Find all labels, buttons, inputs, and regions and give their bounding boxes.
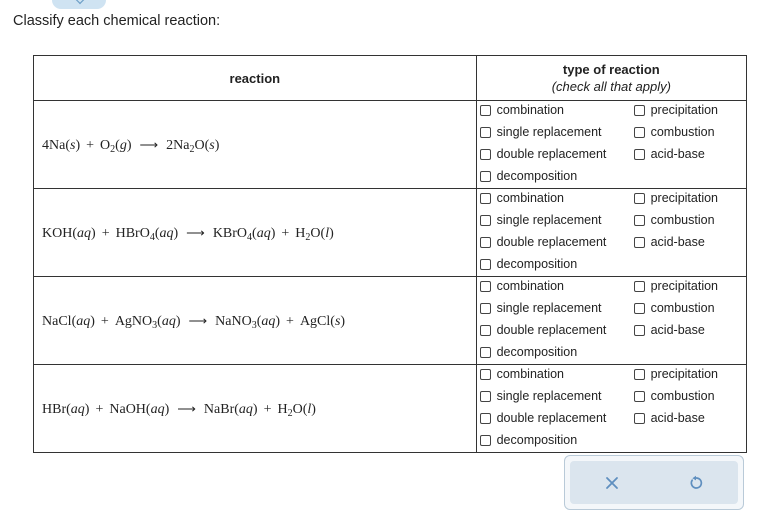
option-combination[interactable] xyxy=(480,367,564,381)
option-double-replacement[interactable] xyxy=(480,147,607,161)
chevron-down-icon xyxy=(76,0,84,4)
option-combination[interactable] xyxy=(480,279,564,293)
checkbox[interactable] xyxy=(634,215,645,226)
option-acid-base[interactable] xyxy=(634,411,705,425)
type-header-subtitle: (check all that apply) xyxy=(551,79,671,94)
option-label: combination xyxy=(496,367,565,381)
x-icon xyxy=(605,476,619,490)
option-label: combustion xyxy=(650,389,715,403)
checkbox[interactable] xyxy=(480,391,491,402)
checkbox[interactable] xyxy=(480,149,491,160)
option-combustion[interactable] xyxy=(634,301,715,315)
checkbox[interactable] xyxy=(480,325,491,336)
option-label: combustion xyxy=(650,213,715,227)
option-label: precipitation xyxy=(650,367,719,381)
option-label: precipitation xyxy=(650,103,719,117)
checkbox[interactable] xyxy=(634,193,645,204)
option-decomposition[interactable] xyxy=(480,433,578,447)
checkbox[interactable] xyxy=(480,259,491,270)
options-cell xyxy=(476,189,746,277)
option-precipitation[interactable] xyxy=(634,279,718,293)
options-cell xyxy=(476,365,746,453)
checkbox[interactable] xyxy=(480,105,491,116)
checkbox[interactable] xyxy=(480,435,491,446)
options-cell xyxy=(476,101,746,189)
checkbox[interactable] xyxy=(480,237,491,248)
option-label: decomposition xyxy=(496,257,578,271)
equation: $4Na(s) + O_2(g)$ ⟶ $2Na_2O(s)$ xyxy=(42,136,220,155)
checkbox[interactable] xyxy=(480,347,491,358)
option-combustion[interactable] xyxy=(634,213,715,227)
checkbox[interactable] xyxy=(480,171,491,182)
type-header-title: type of reaction xyxy=(562,62,660,77)
option-label: decomposition xyxy=(496,345,578,359)
option-combustion[interactable] xyxy=(634,125,715,139)
option-label: precipitation xyxy=(650,191,719,205)
option-single-replacement[interactable] xyxy=(480,389,602,403)
action-inner xyxy=(570,461,738,504)
reaction-table xyxy=(33,55,747,453)
table-row xyxy=(34,277,747,365)
action-bar xyxy=(564,455,744,510)
option-combination[interactable] xyxy=(480,191,564,205)
checkbox[interactable] xyxy=(480,369,491,380)
options-cell xyxy=(476,277,746,365)
clear-button[interactable] xyxy=(570,461,654,504)
checkbox[interactable] xyxy=(634,149,645,160)
option-label: single replacement xyxy=(496,125,602,139)
option-label: acid-base xyxy=(650,323,705,337)
checkbox[interactable] xyxy=(634,369,645,380)
option-combination[interactable] xyxy=(480,103,564,117)
checkbox[interactable] xyxy=(480,303,491,314)
collapse-tab[interactable] xyxy=(52,0,106,9)
option-precipitation[interactable] xyxy=(634,191,718,205)
reaction-header: reaction xyxy=(34,56,477,101)
reaction-cell xyxy=(34,365,477,453)
reaction-cell xyxy=(34,189,477,277)
option-double-replacement[interactable] xyxy=(480,411,607,425)
reaction-cell xyxy=(34,101,477,189)
checkbox[interactable] xyxy=(634,127,645,138)
option-single-replacement[interactable] xyxy=(480,301,602,315)
option-precipitation[interactable] xyxy=(634,103,718,117)
option-single-replacement[interactable] xyxy=(480,213,602,227)
option-label: combination xyxy=(496,279,565,293)
equation: NaCl(aq) + AgNO$_3$(aq) ⟶ NaNO$_3$(aq) + AgCl(s) xyxy=(42,312,346,331)
checkbox[interactable] xyxy=(634,325,645,336)
checkbox[interactable] xyxy=(480,281,491,292)
option-decomposition[interactable] xyxy=(480,169,578,183)
equation: HBr(aq) + NaOH(aq) ⟶ NaBr(aq) + $H_2O(l)$ xyxy=(42,400,316,419)
checkbox[interactable] xyxy=(634,237,645,248)
undo-button[interactable] xyxy=(654,461,738,504)
option-label: combustion xyxy=(650,301,715,315)
option-label: combination xyxy=(496,103,565,117)
option-label: double replacement xyxy=(496,411,607,425)
option-label: acid-base xyxy=(650,235,705,249)
option-label: single replacement xyxy=(496,301,602,315)
option-double-replacement[interactable] xyxy=(480,323,607,337)
option-label: decomposition xyxy=(496,169,578,183)
checkbox[interactable] xyxy=(480,215,491,226)
table-row xyxy=(34,189,747,277)
checkbox[interactable] xyxy=(634,413,645,424)
option-combustion[interactable] xyxy=(634,389,715,403)
checkbox[interactable] xyxy=(480,413,491,424)
checkbox[interactable] xyxy=(480,193,491,204)
checkbox[interactable] xyxy=(634,105,645,116)
option-label: precipitation xyxy=(650,279,719,293)
option-acid-base[interactable] xyxy=(634,147,705,161)
option-single-replacement[interactable] xyxy=(480,125,602,139)
option-label: decomposition xyxy=(496,433,578,447)
checkbox[interactable] xyxy=(634,281,645,292)
reaction-cell xyxy=(34,277,477,365)
table-row xyxy=(34,101,747,189)
option-precipitation[interactable] xyxy=(634,367,718,381)
instructions: Classify each chemical reaction: xyxy=(13,13,221,29)
option-label: double replacement xyxy=(496,323,607,337)
undo-icon xyxy=(688,475,704,491)
type-header xyxy=(476,56,746,101)
option-label: combination xyxy=(496,191,565,205)
option-label: double replacement xyxy=(496,235,607,249)
option-double-replacement[interactable] xyxy=(480,235,607,249)
option-acid-base[interactable] xyxy=(634,323,705,337)
option-label: combustion xyxy=(650,125,715,139)
option-label: single replacement xyxy=(496,389,602,403)
option-decomposition[interactable] xyxy=(480,257,578,271)
checkbox[interactable] xyxy=(480,127,491,138)
table-row xyxy=(34,365,747,453)
checkbox[interactable] xyxy=(634,391,645,402)
equation: KOH(aq) + HBrO$_4$(aq) ⟶ KBrO$_4$(aq) + $H_2O(l)$ xyxy=(42,224,334,243)
option-label: acid-base xyxy=(650,147,705,161)
option-decomposition[interactable] xyxy=(480,345,578,359)
option-acid-base[interactable] xyxy=(634,235,705,249)
option-label: single replacement xyxy=(496,213,602,227)
option-label: acid-base xyxy=(650,411,705,425)
option-label: double replacement xyxy=(496,147,607,161)
checkbox[interactable] xyxy=(634,303,645,314)
